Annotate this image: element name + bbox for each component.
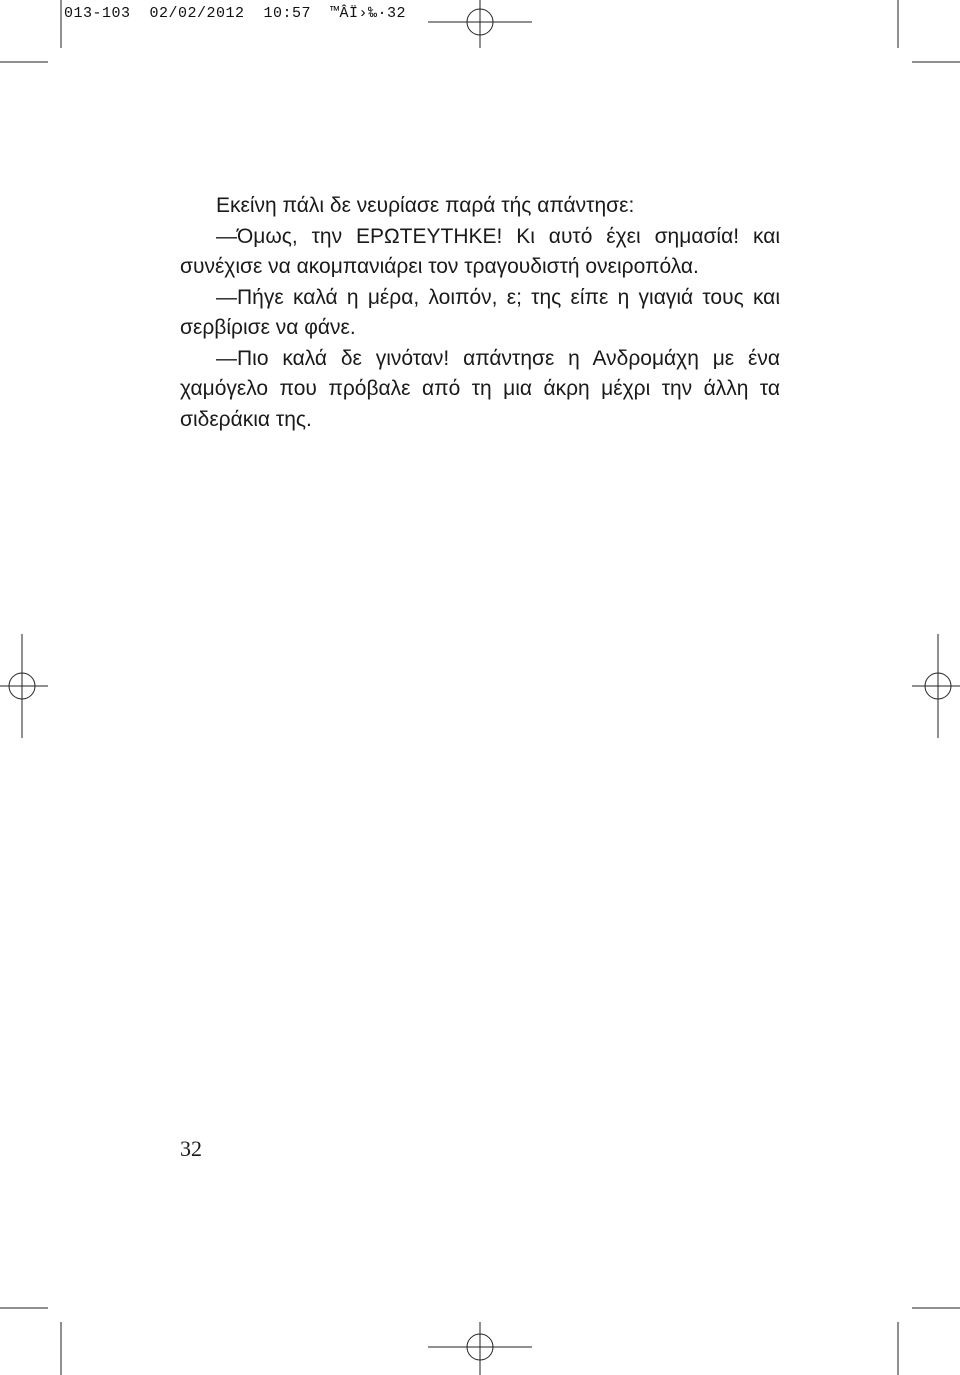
body-text (180, 191, 780, 435)
paragraph: —Πήγε καλά η μέρα, λοιπόν, ε; της είπε η γιαγιά τους και σερβίρισε να φάνε. (180, 285, 780, 339)
registration-mark-left (0, 634, 48, 738)
paragraph: —Όμως, την ΕΡΩΤΕΥΤΗΚΕ! Κι αυτό έχει σημασία! και συνέχισε να ακομπανιάρει τον τραγουδιστή ονειροπόλα. (180, 224, 780, 278)
paragraph: Εκείνη πάλι δε νευρίασε παρά τής απάντησε: (216, 194, 635, 217)
paragraph: —Πιο καλά δε γινόταν! απάντησε η Ανδρομάχη με ένα χαμόγελο που πρόβαλε από τη μια άκρη μέχρι την άλλη τα σιδεράκια της. (180, 346, 780, 431)
print-slug: 013-103 02/02/2012 10:57 ™ÂÏ›‰·32 (64, 5, 407, 22)
page-number: 32 (180, 1136, 202, 1161)
registration-mark-right (912, 634, 960, 738)
registration-mark-bottom (428, 1322, 532, 1375)
registration-mark-top (428, 0, 532, 48)
